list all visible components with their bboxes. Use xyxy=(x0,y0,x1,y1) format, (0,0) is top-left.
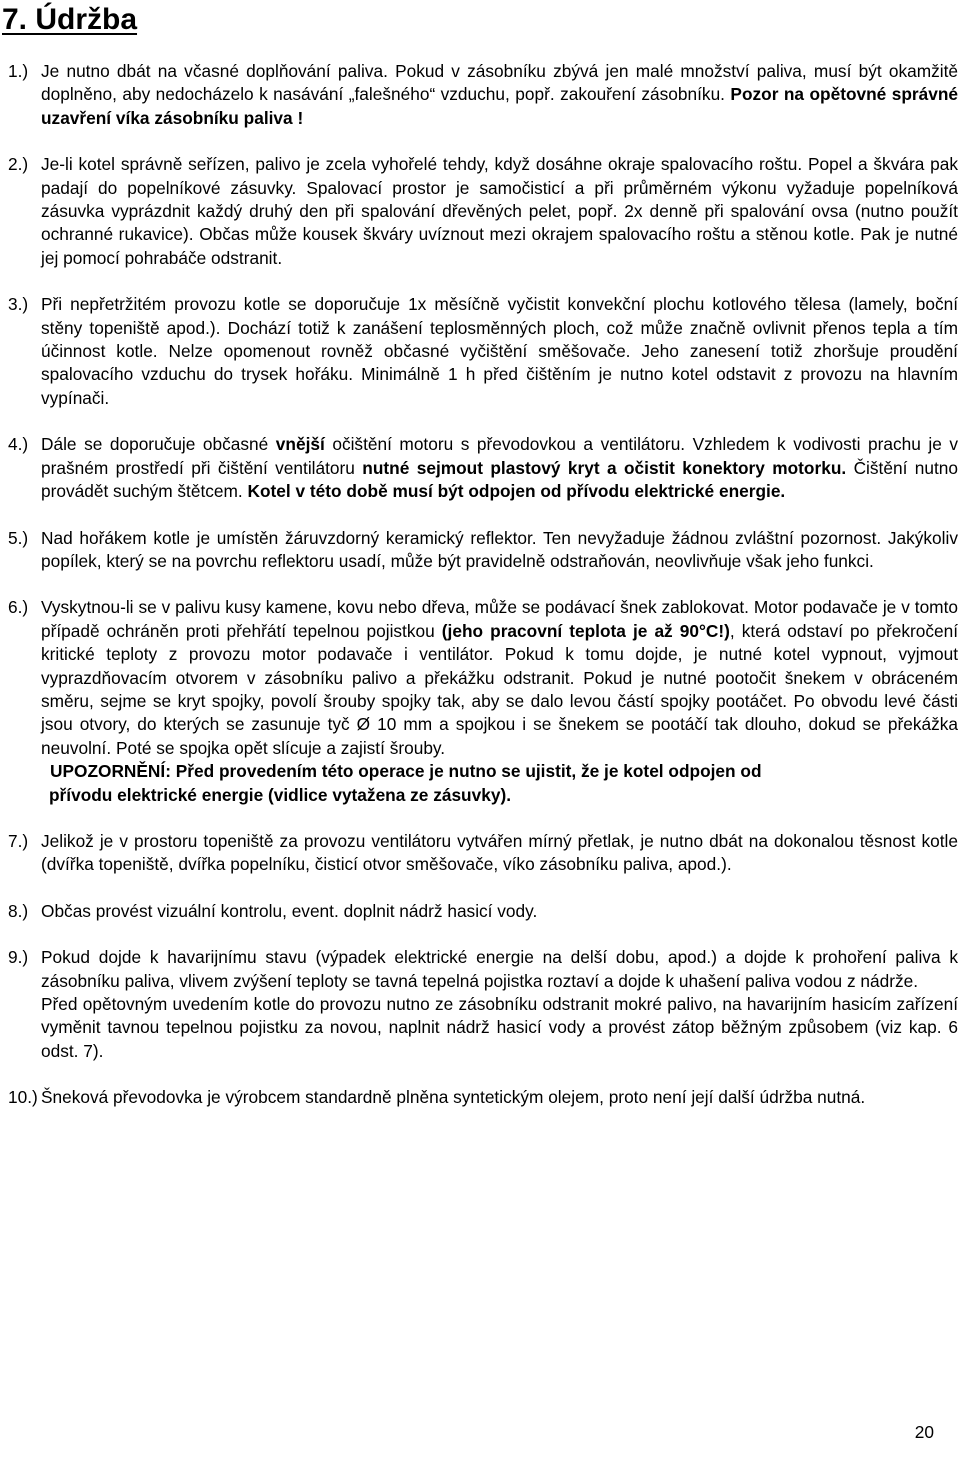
item-text-second-paragraph: Před opětovným uvedením kotle do provozu nutno ze zásobníku odstranit mokré palivo, na havarijním hasicím zařízení vyměnit tavnou tepelnou pojistku za novou, naplnit nádrž hasicí vody a provést zátop běžným způsobem (viz kap. 6 odst. 7). xyxy=(41,994,958,1061)
item-number: 10.) xyxy=(8,1087,38,1108)
item-text: Jelikož je v prostoru topeniště za provozu ventilátoru vytvářen mírný přetlak, je nutno dbát na dokonalou těsnost kotle (dvířka topeniště, dvířka popelníku, čisticí otvor směšovače, víko zásobníku paliva, apod.). xyxy=(41,830,958,875)
item-text-part: , která odstaví po překročení kritické teploty z provozu motor podavače i ventilátor. Pokud k tomu dojde, je nutné kotel vypnout, vyjmout vyprazdňovacím otvorem v zásobníku palivo a překážku odstranit. Pokud je nutné pootočit šnekem v obráceném směru, sejme se kryt spojky, povolí šrouby spojky tak, aby se dalo levou částí spojky pootáčet. Po obvodu levé části jsou otvory, do kterých se zasunuje tyč Ø 10 mm a spojkou i se šnekem se pootáčí tak dlouho, dokud se překážka neuvolní. Poté se spojka opět slícuje a zajistí šrouby. xyxy=(41,620,959,758)
item-warning-bold: Pozor na opětovné správné uzavření víka zásobníku paliva xyxy=(41,84,958,128)
item-number: 7.) xyxy=(8,830,29,851)
item-text xyxy=(41,433,958,503)
warning-notice: UPOZORNĚNÍ: Před provedením této operace je nutno se ujistit, že je kotel odpojen od xyxy=(50,761,762,782)
item-number: 2.) xyxy=(8,154,29,175)
list-item-7 xyxy=(0,830,960,877)
list-item-9 xyxy=(0,946,960,1063)
item-text xyxy=(41,60,958,130)
item-text-bold: nutné sejmout plastový kryt a očistit konektory motorku. xyxy=(362,457,847,478)
section-heading: 7. Údržba xyxy=(2,3,138,36)
item-text-part: Dále se doporučuje občasné xyxy=(41,434,276,455)
list-item-3 xyxy=(0,293,960,410)
item-number: 4.) xyxy=(8,434,29,455)
item-number: 5.) xyxy=(8,527,29,548)
item-text-bold: Kotel v této době musí být odpojen od přívodu elektrické energie. xyxy=(247,481,786,502)
item-number: 9.) xyxy=(8,947,29,968)
item-text: Pokud dojde k havarijnímu stavu (výpadek elektrické energie na delší dobu, apod.) a dojde k prohoření paliva k zásobníku paliva, vlivem zvýšení teploty se tavná tepelná pojistka roztaví a dojde k uhašení paliva vodou z nádrže. xyxy=(41,947,958,991)
maintenance-list xyxy=(0,60,960,1133)
list-item-4 xyxy=(0,433,960,503)
list-item-10 xyxy=(0,1086,960,1109)
list-item-5 xyxy=(0,527,960,574)
item-number: 3.) xyxy=(8,294,29,315)
list-item-8 xyxy=(0,900,960,923)
warning-notice-continued: přívodu elektrické energie (vidlice vytažena ze zásuvky). xyxy=(49,784,512,805)
item-number: 1.) xyxy=(8,61,29,81)
item-text: Šneková převodovka je výrobcem standardně plněna syntetickým olejem, proto není její další údržba nutná. xyxy=(41,1087,866,1108)
page-number: 20 xyxy=(914,1422,934,1442)
item-text: Občas provést vizuální kontrolu, event. doplnit nádrž hasicí vody. xyxy=(41,900,538,921)
item-text-part: Je nutno dbát na včasné doplňování paliva. Pokud v zásobníku zbývá jen malé množství paliva, musí být okamžitě doplněno, aby nedocházelo k nasávání „falešného“ vzduchu, popř. zakouření zásobníku. xyxy=(41,61,958,105)
item-text: Při nepřetržitém provozu kotle se doporučuje 1x měsíčně vyčistit konvekční plochu kotlového tělesa (lamely, boční stěny topeniště apod.). Dochází totiž k zanášení teplosměnných ploch, což může značně ovlivnit přenos tepla a tím účinnost kotle. Nelze opomenout rovněž občasné vyčištění směšovače. Jeho zanesení totiž zhoršuje proudění spalovacího vzduchu do trysek hořáku. Minimálně 1 h před čištěním je nutno kotel odstavit z provozu na hlavním vypínači. xyxy=(41,294,958,408)
item-text: Je-li kotel správně seřízen, palivo je zcela vyhořelé tehdy, když dosáhne okraje spalovacího roštu. Popel a škvára pak padají do popelníkové zásuvky. Spalovací prostor je samočisticí a při průměrném výkonu vyžaduje popelníková zásuvka vyprázdnit každý druhý den při spalování dřevěných pelet, popř. 2x denně při spalování ovsa (nutno použít ochranné rukavice). Občas může kousek škváry uvíznout mezi okrajem spalovacího roštu a stěnou kotle. Pak je nutné jej pomocí pohrabáče odstranit. xyxy=(41,154,958,268)
item-text-bold: vnější xyxy=(275,434,325,455)
item-text: Nad hořákem kotle je umístěn žáruvzdorný keramický reflektor. Ten nevyžaduje žádnou zvláštní pozornost. Jakýkoliv popílek, který se na povrchu reflektoru usadí, může být pravidelně odstraňován, neovlivňuje však jeho funkci. xyxy=(41,527,958,571)
item-number: 8.) xyxy=(8,900,29,921)
list-item-2 xyxy=(0,153,960,270)
item-text-bold: (jeho pracovní teplota je až 90°C!) xyxy=(441,620,730,641)
list-item-1 xyxy=(0,60,960,130)
item-number: 6.) xyxy=(8,597,29,618)
list-item-6 xyxy=(0,596,960,807)
item-text-part: očištění motoru s převodovkou a ventilátoru. Vzhledem k vodivosti prachu je v prašném prostředí při čištění ventilátoru xyxy=(41,434,958,478)
item-text-part: ! xyxy=(292,107,304,128)
item-text-part: Vyskytnou-li se v palivu kusy kamene, kovu nebo dřeva, může se podávací šnek zablokovat. Motor podavače je v tomto případě ochráněn proti přehřátí tepelnou pojistkou xyxy=(41,597,958,641)
item-text-part: Čištění nutno provádět suchým štětcem. xyxy=(41,457,959,502)
item-text xyxy=(41,596,958,760)
